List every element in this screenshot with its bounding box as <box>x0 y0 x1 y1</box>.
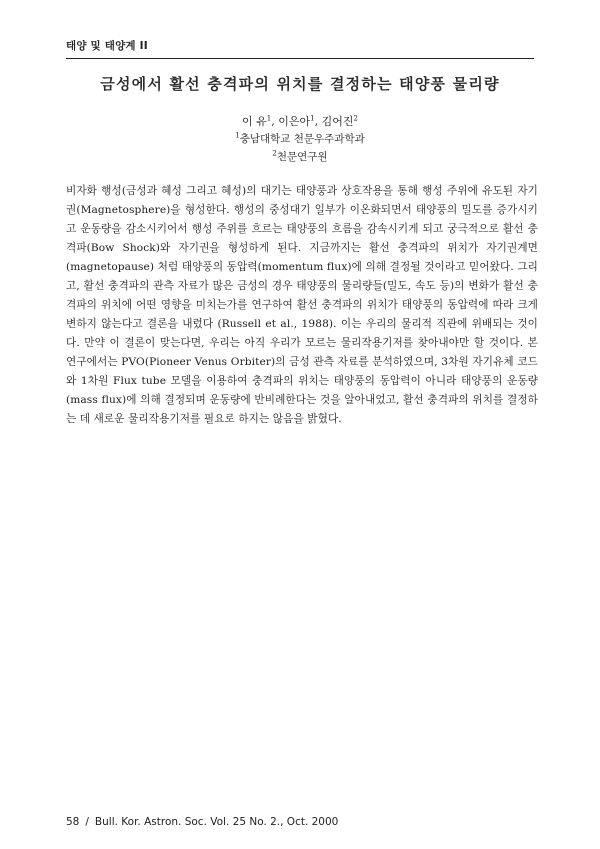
page-number: 58 <box>66 816 80 828</box>
abstract-body: 비자화 행성(금성과 혜성 그리고 혜성)의 대기는 태양풍과 상호작용을 통해 행성 주위에 유도된 자기권(Magnetosphere)을 형성한다. 행성의 중성대기 일부가 이온화되면서 태양풍의 밀도를 증가시키고 운동량을 감소시키어서 행성 주위를 흐르는 태양풍의 흐름을 감속시키게 되고 궁극적으로 활선 충격파(Bow Shock)와 자기권을 형성하게 된다. 지금까지는 활선 충격파의 위치가 자기권계면(magnetopause) 처럼 태양풍의 동압력(momentum flux)에 의해 결정될 것이라고 믿어왔다. 그리고, 활선 충격파의 관측 자료가 많은 금성의 경우 태양풍의 물리량들(밀도, 속도 등)의 변화가 활선 충격파의 위치에 어떤 영향을 미치는가를 연구하여 활선 충격파의 위치가 태양풍의 동압력에 따라 크게 변하지 않는다고 결론을 내렸다 (Russell et al., 1988). 이는 우리의 물리적 직관에 위배되는 것이다. 만약 이 결론이 맞는다면, 우리는 아직 우리가 모르는 물리작용기저를 찾아내야만 할 것이다. 본 연구에서는 PVO(Pioneer Venus Orbiter)의 금성 관측 자료를 분석하였으며, 3차원 자기유체 코드와 1차원 Flux tube 모델을 이용하여 충격파의 위치는 태양풍의 동압력이 아니라 태양풍의 운동량(mass flux)에 의해 결정되며 운동량에 반비례한다는 것을 알아내었고, 활선 충격파의 위치를 결정하는 데 새로운 물리작용기저를 필요로 하지는 않음을 밝혔다. <box>66 185 538 425</box>
author-name: 김어진 <box>321 115 354 128</box>
running-head: 태양 및 태양계 II <box>66 40 148 52</box>
affiliation-mark: 2 <box>272 149 277 158</box>
affiliation <box>0 131 600 146</box>
author-name: 이 유 <box>242 115 267 128</box>
affiliation-mark: 1 <box>235 131 240 140</box>
author-name: 이은아 <box>278 115 311 128</box>
affiliation-text: 천문연구원 <box>276 151 328 163</box>
page-footer <box>66 816 338 828</box>
affiliation-text: 충남대학교 천문우주과학과 <box>239 133 365 145</box>
author-list: 이 유$^1$, 이은아$^1$, 김어진$^2$ <box>242 114 358 128</box>
paper-title: 금성에서 활선 충격파의 위치를 결정하는 태양풍 물리량 <box>100 75 500 93</box>
header-divider <box>66 58 534 59</box>
journal-citation: Bull. Kor. Astron. Soc. Vol. 25 No. 2., Oct. 2000 <box>94 816 339 828</box>
author-affiliation-mark: 1 <box>266 114 272 123</box>
affiliation <box>0 149 600 164</box>
author-affiliation-mark: 2 <box>353 114 358 123</box>
footer-separator: / <box>85 816 89 828</box>
author-affiliation-mark: 1 <box>310 114 315 123</box>
